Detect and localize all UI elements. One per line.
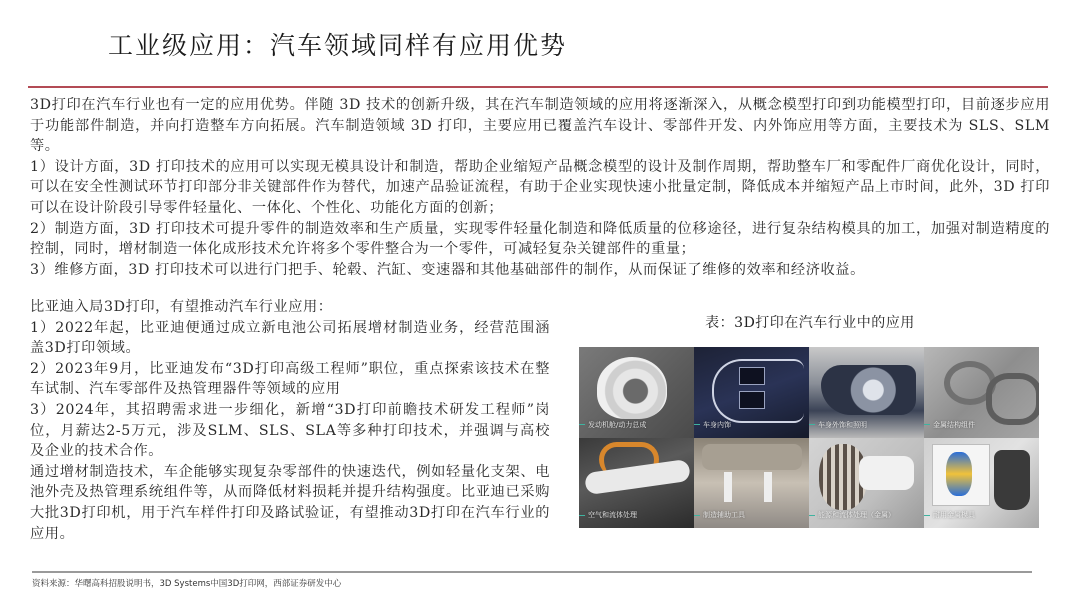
page-title: 工业级应用：汽车领域同样有应用优势 bbox=[108, 31, 568, 60]
alternator-housing-icon bbox=[597, 357, 667, 419]
title-divider bbox=[28, 86, 1048, 88]
switch-icon bbox=[739, 367, 765, 385]
cell-label: 车身内饰 bbox=[703, 420, 731, 429]
metal-mold-icon bbox=[994, 450, 1030, 510]
metal-bracket-icon bbox=[986, 373, 1039, 425]
manufacturing-paragraph: 2）制造方面，3D 打印技术可提升零件的制造效率和生产质量，实现零件轻量化制造和降低质量的位移途径，进行复杂结构模具的加工，加强对制造精度的控制，同时，增材制造一体化成形技术允许将多个零件整合为一个零件，可减轻复杂关键部件的重量； bbox=[30, 220, 1050, 258]
byd-item-2023: 2）2023年9月，比亚迪发布“3D打印高级工程师”职位，重点探索该技术在整车试制、汽车零部件及热管理器件等领域的应用 bbox=[30, 360, 550, 398]
fixture-pin-icon bbox=[764, 472, 772, 502]
footer-divider bbox=[32, 571, 1032, 573]
intro-paragraph: 3D打印在汽车行业也有一定的应用优势。伴随 3D 技术的创新升级，其在汽车制造领域的应用将逐渐深入，从概念模型打印到功能模型打印，目前逐步应用于功能部件制造，并向打造整车方向拓展。汽车制造领域 3D 打印，主要应用已覆盖汽车设计、零部件开发、内外饰应用等方面，主要技术为 SLS、SLM 等。 bbox=[30, 97, 1050, 155]
image-metal-structures bbox=[924, 347, 1039, 438]
byd-section bbox=[30, 297, 550, 544]
image-air-fluid bbox=[579, 438, 694, 529]
byd-item-2022: 1）2022年起，比亚迪便通过成立新电池公司拓展增材制造业务，经营范围涵盖3D打印领域。 bbox=[30, 319, 550, 357]
source-note: 资料来源：华曙高科招股说明书，3D Systems中国3D打印网，西部证券研发中心 bbox=[32, 579, 342, 589]
headlight-icon bbox=[821, 365, 916, 415]
image-engine-powertrain bbox=[579, 347, 694, 438]
cell-label: 耐用金属模具 bbox=[933, 511, 975, 519]
application-image-grid bbox=[579, 347, 1039, 528]
byd-item-2024: 3）2024年，其招聘需求进一步细化，新增“3D打印前瞻技术研发工程师”岗位，月薪达2-5万元，涉及SLM、SLS、SLA等多种打印技术，并强调与高校及企业的技术合作。 bbox=[30, 401, 550, 460]
fixture-base-icon bbox=[702, 444, 802, 470]
pipe-icon bbox=[859, 456, 914, 490]
cell-label: 制造辅助工具 bbox=[703, 511, 745, 519]
cell-label: 能源和流体处理（金属） bbox=[818, 511, 895, 519]
switch-icon bbox=[739, 391, 765, 409]
cell-label: 空气和流体处理 bbox=[588, 511, 637, 519]
design-paragraph: 1）设计方面，3D 打印技术的应用可以实现无模具设计和制造，帮助企业缩短产品概念模型的设计及制作周期，帮助整车厂和零配件厂商优化设计，同时，可以在安全性测试环节打印部分非关键部件作为替代，加速产品验证流程，有助于企业实现快速小批量定制，降低成本并缩短产品上市时间，此外，3D 打印可以在设计阶段引导零件轻量化、一体化、个性化、功能化方面的创新； bbox=[30, 158, 1050, 216]
maintenance-paragraph: 3）维修方面，3D 打印技术可以进行门把手、轮毂、汽缸、变速器和其他基础部件的制作，从而保证了维修的效率和经济收益。 bbox=[30, 261, 865, 278]
image-interior bbox=[694, 347, 809, 438]
image-metal-tooling bbox=[924, 438, 1039, 529]
figure-caption: 表：3D打印在汽车行业中的应用 bbox=[705, 315, 915, 331]
intro-section bbox=[30, 95, 1050, 280]
cell-label: 金属结构组件 bbox=[933, 420, 975, 429]
byd-heading: 比亚迪入局3D打印，有望推动汽车行业应用： bbox=[30, 299, 333, 315]
cell-label: 发动机舱/动力总成 bbox=[588, 420, 647, 429]
thermal-model-icon bbox=[946, 452, 972, 496]
byd-summary: 通过增材制造技术，车企能够实现复杂零部件的快速迭代，例如轻量化支架、电池外壳及热管理系统组件等，从而降低材料损耗并提升结构强度。比亚迪已采购大批3D打印机，用于汽车样件打印及路试验证，有望推动3D打印在汽车行业的应用。 bbox=[30, 463, 550, 542]
image-exterior-lighting bbox=[809, 347, 924, 438]
fixture-pin-icon bbox=[724, 472, 732, 502]
image-manufacturing-tools bbox=[694, 438, 809, 529]
cell-label: 车身外饰和照明 bbox=[818, 420, 867, 429]
image-energy-fluid-metal bbox=[809, 438, 924, 529]
